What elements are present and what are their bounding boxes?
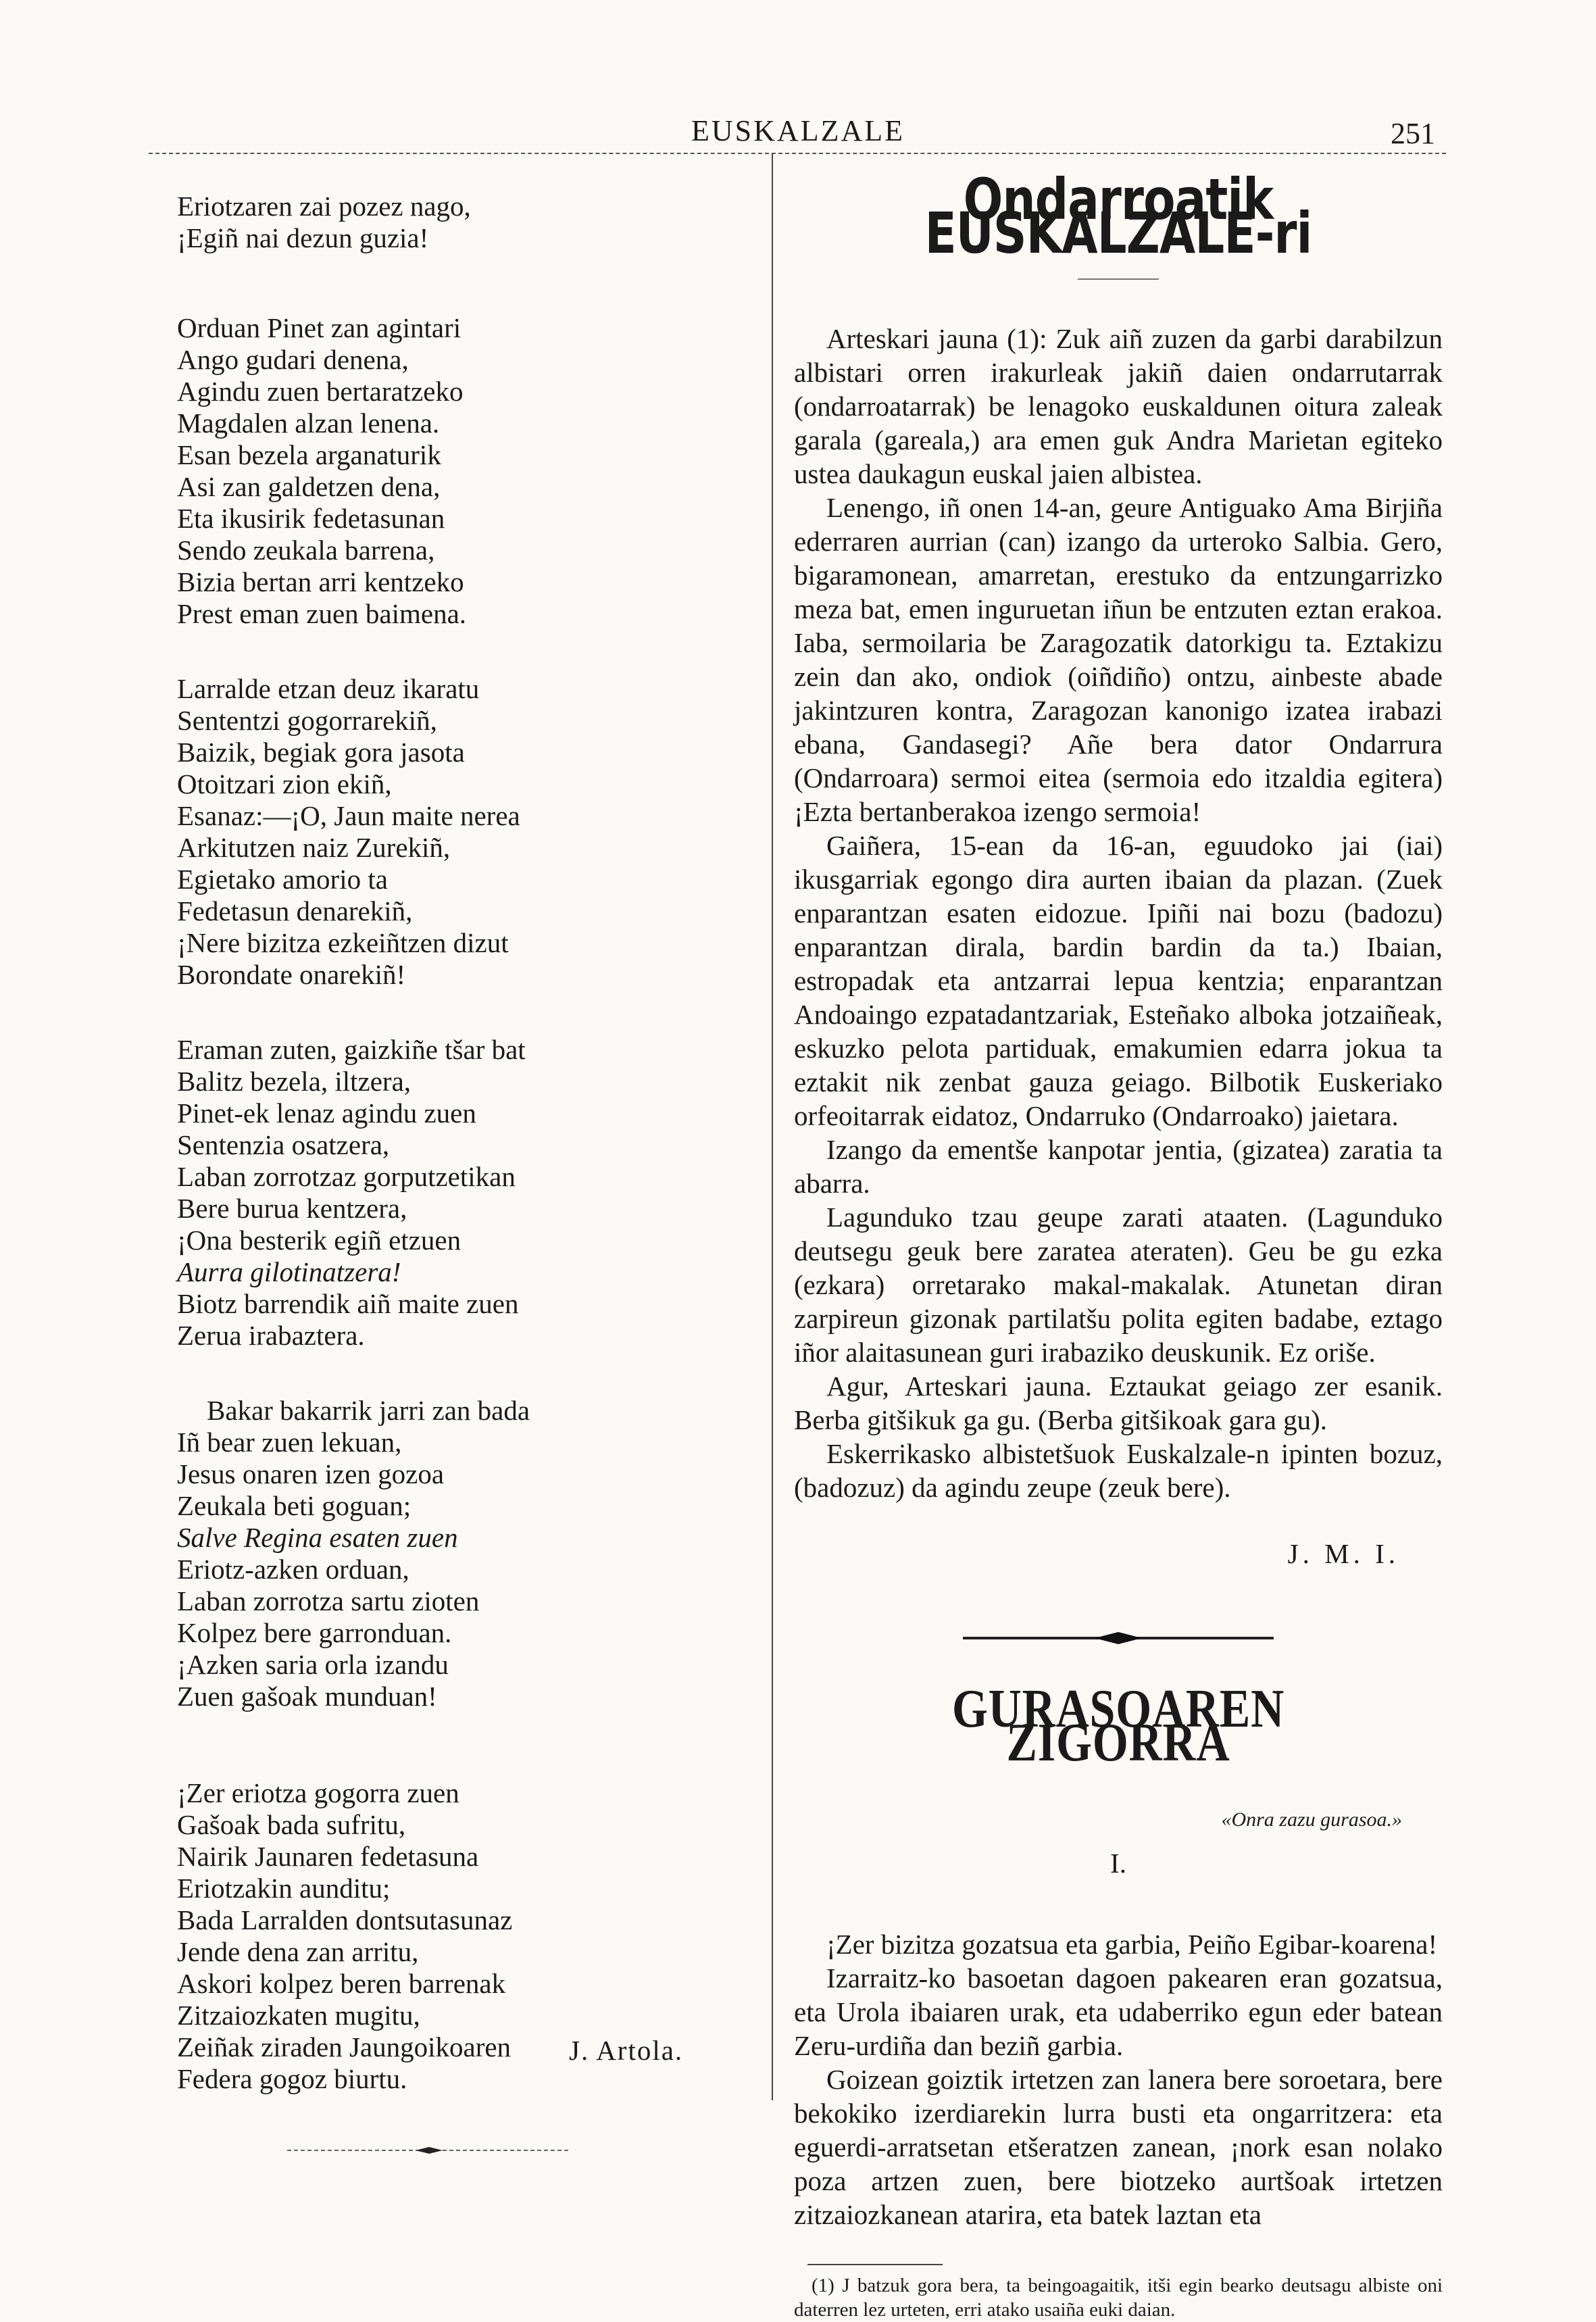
poem-line: Laban zorrotzaz gorputzetikan [177,1161,516,1192]
poem-line: ¡Zer eriotza gogorra zuen [177,1777,459,1808]
poem-line: Sententzi gogorrarekiñ, [177,705,437,736]
chapter-number: I. [1110,1848,1126,1879]
article-title: Ondarroatik EUSKALZALE-ri [924,166,1312,266]
poem-line: Kolpez bere garronduan. [177,1617,452,1648]
poem-line: Jesus onaren izen gozoa [177,1458,445,1489]
poem-line: ¡Ona besterik egiñ etzuen [177,1225,462,1256]
article-paragraph: Eskerrikasko albistetšuok Euskalzale-n ipinten bozuz, (badozuz) da agindu zeupe (zeuk bere). [794,1438,1443,1503]
poem-line: Zitzaiozkaten mugitu, [177,2000,420,2031]
poem-line: Baizik, begiak gora jasota [177,737,465,768]
poem-line: Arkitutzen naiz Zurekiñ, [177,832,451,863]
poem-line: Orduan Pinet zan agintari [177,312,462,343]
poem-author: J. Artola. [569,2035,684,2066]
poem-line: Eta ikusirik fedetasunan [177,503,445,534]
end-ornament [287,2146,571,2154]
poem-line: ¡Azken saria orla izandu [177,1649,449,1680]
poem-line: Laban zorrotza sartu zioten [177,1585,480,1616]
poem-line: Askori kolpez beren barrenak [177,1968,506,1999]
story-title: GURASOAREN ZIGORRA [951,1679,1285,1773]
poem-line: Federa gogoz biurtu. [177,2063,407,2094]
article-paragraph: Arteskari jauna (1): Zuk aiñ zuzen da garbi darabilzun albistari orren irakurleak jakiñ daien ondarrutarrak (ondarroatarrak) be lenagoko euskaldunen oitura zaleak garala (gareala,) ara emen guk Andra Marietan egiteko ustea daukagun euskal jaien albistea. [794,323,1443,489]
poem-line: ¡Nere bizitza ezkeiñtzen dizut [177,927,509,958]
title-rule [1078,278,1159,280]
column-rule [772,154,773,2100]
poem-line: Bizia bertan arri kentzeko [177,566,464,597]
article-paragraph: Gaiñera, 15-ean da 16-an, eguudoko jai (iai) ikusgarriak egongo dira aurten ibaian da plazan. (Zuek enparantzan esaten eidozue. Ipiñi nai bozu (badozu) enparantzan dirala, bardin bardin da ta.) Ibaian, estropadak eta antzarrai lepua kentzia; enparantzan Andoaingo ezpatadantzariak, Esteñako alboka jotzaiñeak, eskuzko pelota partiduak, emakumien edarra jokua ta eztakit nik zenbat gauza geiago. Bilbotik Euskeriako orfeoitarrak eidatoz, Ondarruko (Ondarroako) jaietara. [794,830,1443,1131]
article-paragraph: Izango da ementše kanpotar jentia, (gizatea) zaratia ta abarra. [794,1134,1443,1199]
poem-line: Iñ bear zuen lekuan, [177,1427,402,1458]
poem-line: Nairik Jaunaren fedetasuna [177,1841,479,1872]
poem-stanza [177,673,731,991]
footnote-rule [807,2264,943,2265]
story-paragraph: Izarraitz-ko basoetan dagoen pakearen eran gozatsua, eta Urola ibaiaren urak, eta udaberriko egun eder batean Zeru-urdiña dan beziñ garbia. [794,1962,1443,2061]
poem-line: Borondate onarekiñ! [177,959,406,990]
poem-line: Fedetasun denarekiñ, [177,895,413,927]
poem-line: Zeukala beti goguan; [177,1490,412,1521]
poem-line: Agindu zuen bertaratzeko [177,376,464,407]
poem-line: Balitz bezela, iltzera, [177,1066,412,1097]
poem-line: Otoitzari zion ekiñ, [177,768,392,799]
story-epigraph: «Onra zazu gurasoa.» [1221,1808,1402,1831]
story-paragraph: ¡Zer bizitza gozatsua eta garbia, Peiño Egibar-koarena! [826,1929,1438,1960]
header-rule [149,153,1446,154]
poem-line: ¡Egiñ nai dezun guzia! [177,222,429,253]
poem-line: Aurra gilotinatzera! [177,1256,401,1287]
poem-stanza [177,1034,731,1352]
poem-line: Prest eman zuen baimena. [177,598,467,629]
poem-line: Ango gudari denena, [177,344,409,375]
article-column [794,166,1443,2322]
poem-stanza [177,1395,731,1712]
poem-line: Zuen gašoak munduan! [177,1681,437,1712]
poem-line: Sentenzia osatzera, [177,1129,390,1160]
poem-line: Salve Regina esaten zuen [177,1522,458,1553]
running-title: EUSKALZALE [691,114,905,147]
poem-line: Eriotzaren zai pozez nago, [177,191,471,222]
poem-line: Zerua irabaztera. [177,1320,365,1351]
poem-line: Egietako amorio ta [177,864,388,895]
poem-stanza [177,312,731,630]
poem-line: Zeiñak ziraden Jaungoikoaren [177,2031,512,2062]
footnote: (1) J batzuk gora bera, ta beingoagaitik, itši egin bearko deutsagu albiste oni daterren lez urteten, erri atako usaiña euki daian. [794,2275,1443,2321]
poem-column [177,191,731,2138]
article-paragraph: Agur, Arteskari jauna. Eztaukat geiago zer esanik. Berba gitšikuk ga gu. (Berba gitšikoak gara gu). [794,1370,1443,1435]
poem-stanza [177,191,731,254]
poem-line: Esan bezela arganaturik [177,439,441,470]
poem-line: Esanaz:—¡O, Jaun maite nerea [177,800,520,831]
story-paragraph: Goizean goiztik irtetzen zan lanera bere soroetara, bere bekokiko izerdiarekin lurra busti eta ongarritzera: eta eguerdi-arratsetan etšeratzen zanean, ¡nork esan nolako poza artzen zuen, bere biotzeko aurtšoak irtetzen zitzaiozkanean atarira, eta batek laztan eta [794,2064,1443,2230]
section-ornament [963,1631,1274,1645]
poem-line: Pinet-ek lenaz agindu zuen [177,1097,476,1129]
article-paragraph: Lenengo, iñ onen 14-an, geure Antiguako Ama Birjiña ederraren aurrian (can) izango da urteroko Salbia. Gero, bigaramonean, amarretan, erestuko da entzungarrizko meza bat, emen inguruetan iñun be entzuten eztan erakoa. Iaba, sermoilaria be Zaragozatik datorkigu ta. Eztakizu zein dan ako, ondiok (oiñdiño) ontzu, ainbeste abade jakintzuren kontra, Zaragozan kanonigo izatea irabazi ebana, Gandasegi? Añe bera dator Ondarrura (Ondarroara) sermoi eitea (sermoia edo itzaldia egitera) ¡Ezta bertanberakoa izengo sermoia! [794,492,1443,827]
poem-line: Biotz barrendik aiñ maite zuen [177,1288,519,1319]
poem-line: Eriotz-azken orduan, [177,1554,409,1585]
poem-line: Jende dena zan arritu, [177,1936,419,1967]
poem-line: Sendo zeukala barrena, [177,535,435,566]
article-signature: J. M. I. [1287,1538,1399,1569]
poem-line: Magdalen alzan lenena. [177,407,440,439]
poem-line: Asi zan galdetzen dena, [177,471,441,502]
poem-line: Eraman zuten, gaizkiñe tšar bat [177,1034,526,1065]
poem-line: Gašoak bada sufritu, [177,1809,406,1840]
poem-line: Bada Larralden dontsutasunaz [177,1904,513,1935]
poem-line: Bakar bakarrik jarri zan bada [207,1395,530,1426]
poem-line: Larralde etzan deuz ikaratu [177,673,480,704]
poem-line: Bere burua kentzera, [177,1193,407,1224]
poem-line: Eriotzakin aunditu; [177,1873,391,1904]
article-paragraph: Lagunduko tzau geupe zarati ataaten. (Lagunduko deutsegu geuk bere zaratea ateraten). Geu be gu ezka (ezkara) orretarako makal-makalak. Atunetan diran zarpireun gizonak partilatšu polita egiten badabe, eztago iñor alaitasunean guri irabaziko deuskunik. Ez oriše. [794,1202,1443,1368]
page-number: 251 [1391,117,1435,150]
